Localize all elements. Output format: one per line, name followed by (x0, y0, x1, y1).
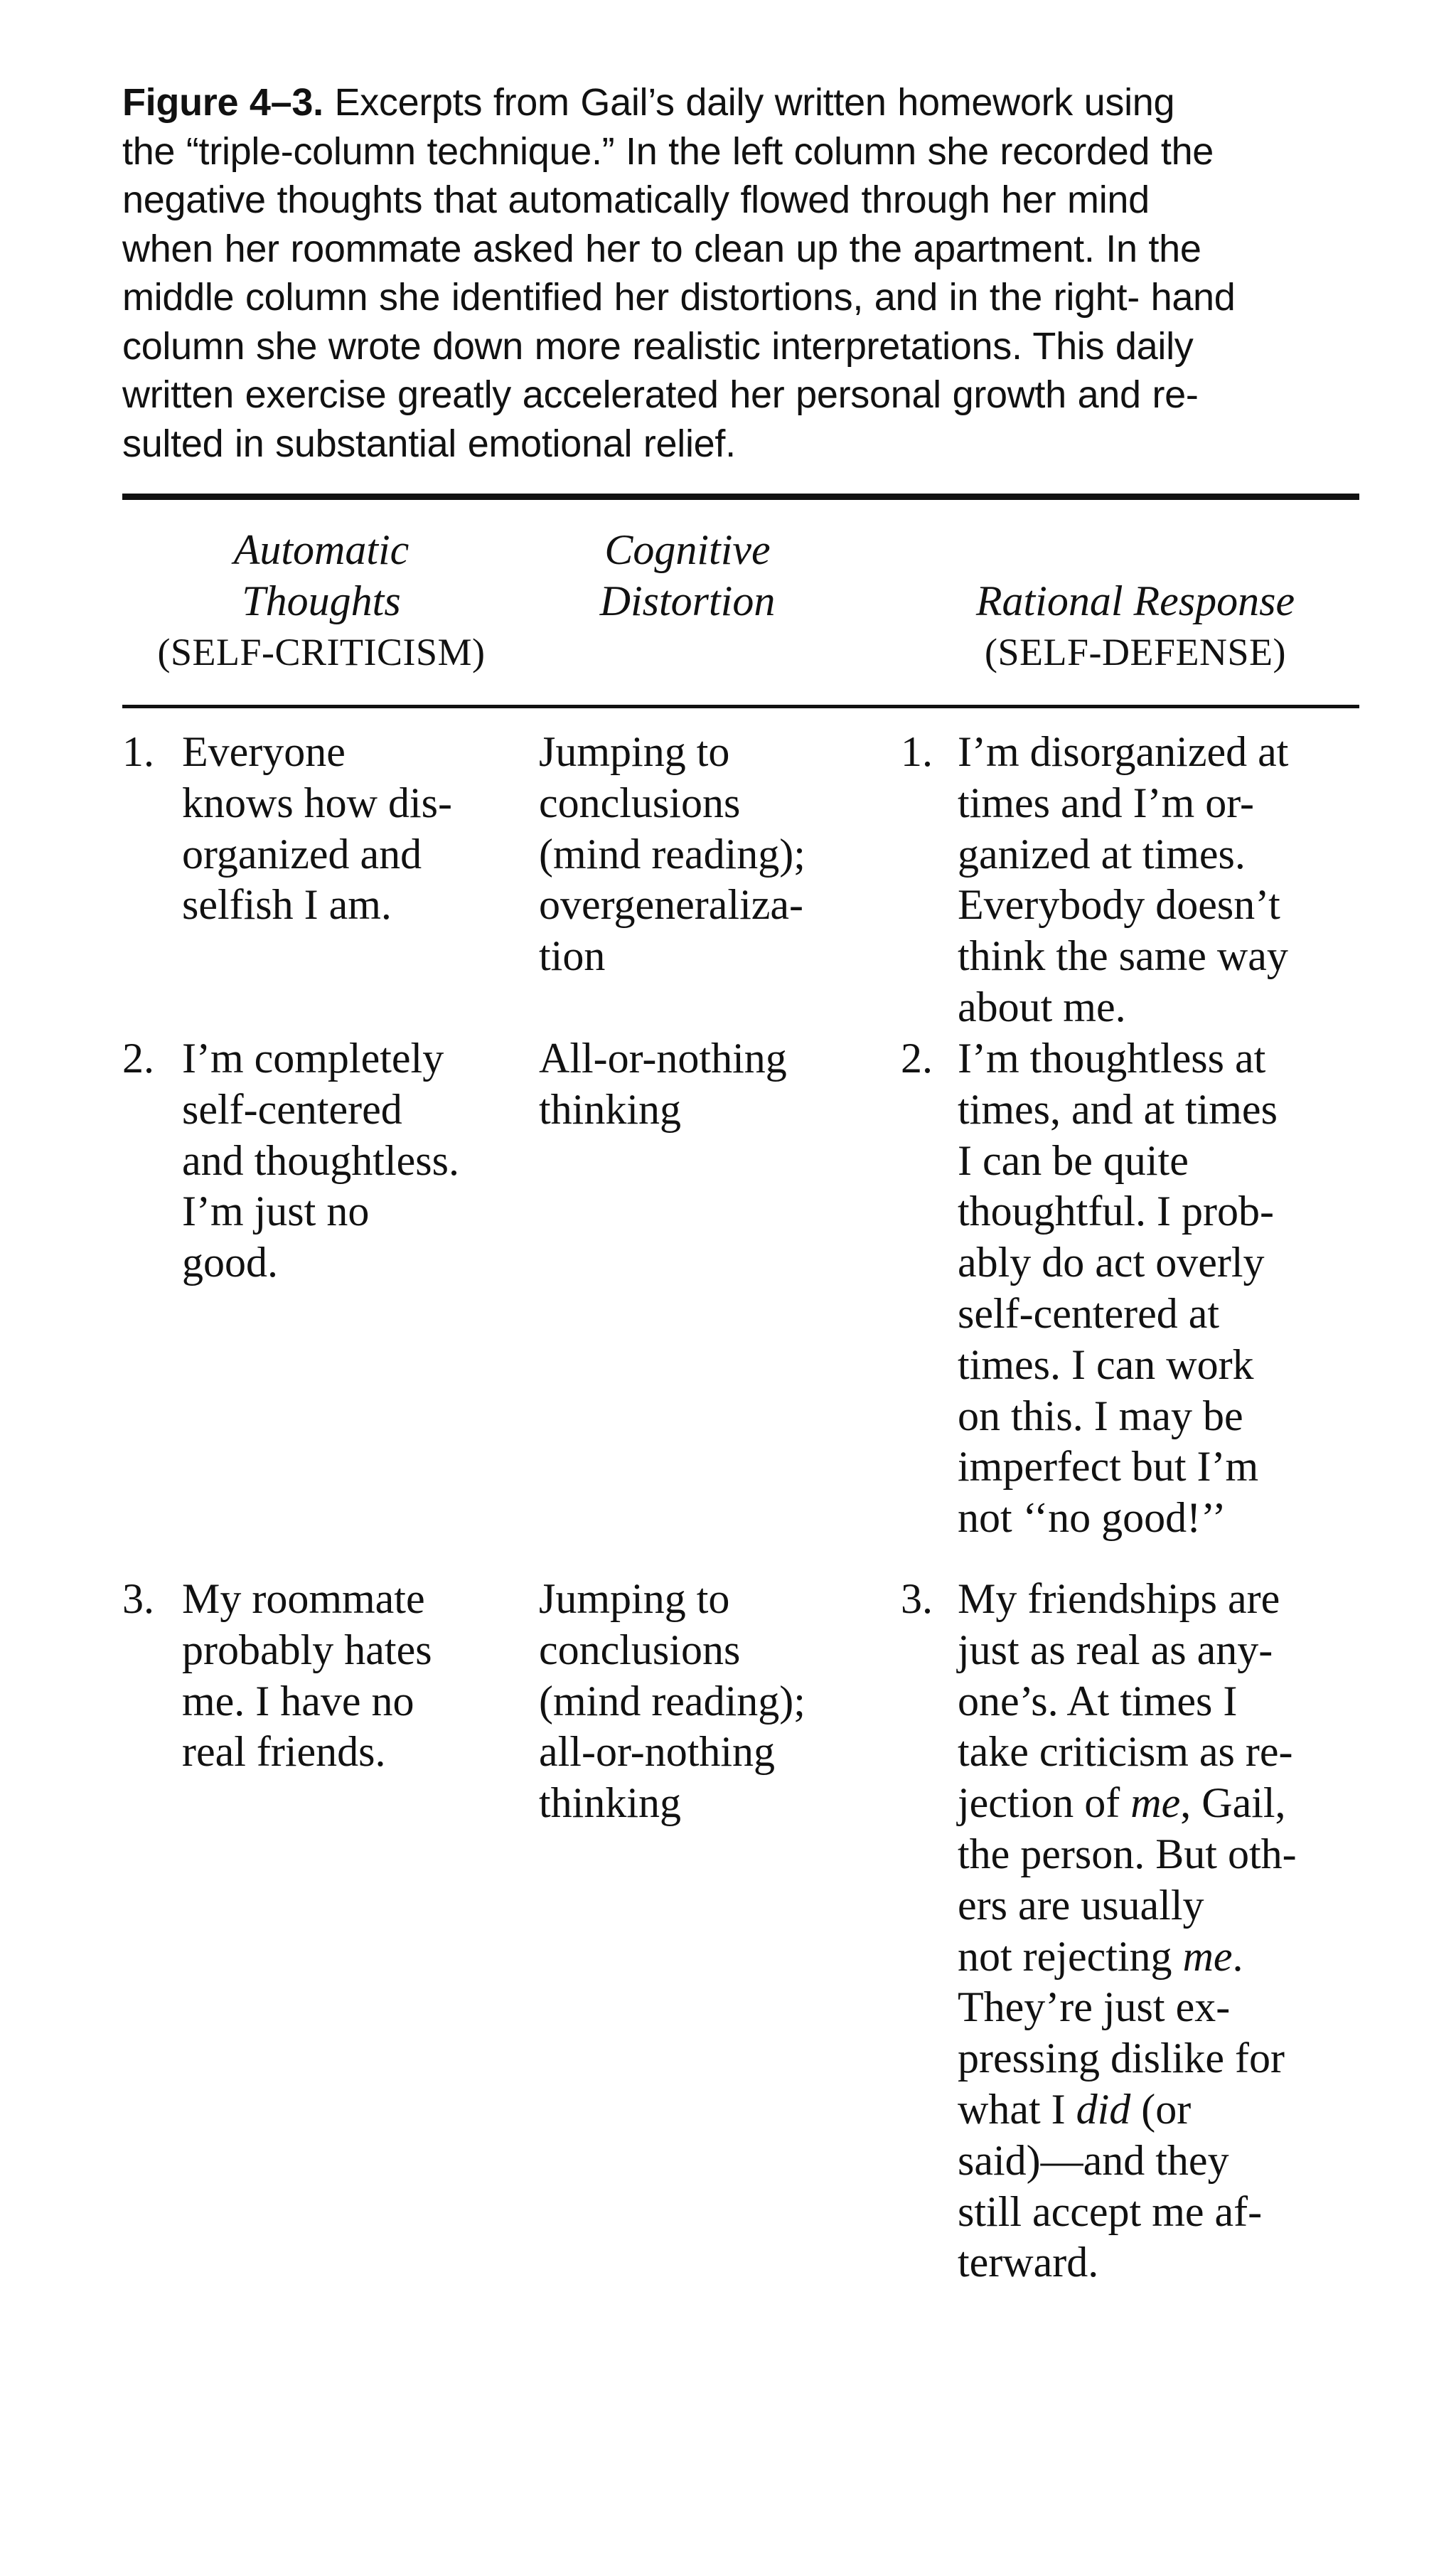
row-number: 3. (122, 1575, 154, 1622)
cell-line: knows how dis- (182, 779, 453, 826)
cell-line: times and I’m or- (958, 779, 1255, 826)
table-row (122, 1574, 1359, 2292)
cell-line: one’s. At times I (958, 1677, 1238, 1725)
cell-line: Jumping to (539, 728, 730, 775)
header-distortion-line2: Distortion (599, 577, 776, 624)
cell-line: Jumping to (539, 1575, 730, 1622)
cell-line: imperfect but I’m (958, 1443, 1259, 1491)
figure-label: Figure 4–3. (122, 81, 323, 124)
cell-line: take criticism as re- (958, 1728, 1293, 1776)
header-cognitive-distortion (520, 524, 855, 627)
row-number: 1. (901, 728, 933, 775)
cell-line: on this. I may be (958, 1392, 1243, 1439)
cell-line: all-or-nothing (539, 1728, 776, 1776)
row-number: 3. (901, 1575, 933, 1622)
caption-line: middle column she identified her distortions, and in the right- hand (122, 276, 1236, 319)
cell-line: They’re just ex- (958, 1983, 1231, 2031)
caption-line: Excerpts from Gail’s daily written homework using (334, 81, 1175, 124)
header-automatic-thoughts (122, 524, 520, 678)
cell-line: thinking (539, 1085, 682, 1133)
cell-line: All-or-nothing (539, 1035, 787, 1082)
cell-line: I’m completely (182, 1035, 444, 1082)
cell-line: think the same way (958, 932, 1288, 980)
row-number: 2. (122, 1035, 154, 1082)
cell-line: times, and at times (958, 1085, 1278, 1133)
cell-line: and thoughtless. (182, 1136, 459, 1184)
cell-line: organized and (182, 830, 422, 878)
rational-response-cell (958, 1574, 1359, 2288)
header-rational-line1: Rational Response (975, 577, 1295, 624)
cell-line: probably hates (182, 1626, 432, 1673)
cell-line: I’m just no (182, 1188, 370, 1235)
distortion-cell (539, 1033, 873, 1136)
caption-line: column she wrote down more realistic interpretations. This daily (122, 324, 1194, 368)
cell-line: conclusions (539, 1626, 741, 1673)
automatic-thought-cell (182, 1574, 516, 1778)
cell-line: overgeneraliza- (539, 881, 803, 929)
rational-response-cell (958, 727, 1359, 1033)
table-body (122, 727, 1359, 2292)
cell-line: thinking (539, 1779, 682, 1827)
table-row (122, 727, 1359, 1033)
cell-line: just as real as any- (958, 1626, 1273, 1673)
cell-line: conclusions (539, 779, 741, 826)
cell-line: (mind reading); (539, 1677, 805, 1725)
cell-line: said)—and they (958, 2136, 1229, 2184)
cell-line: My friendships are (958, 1575, 1280, 1622)
cell-line: the person. But oth- (958, 1830, 1297, 1877)
cell-line: My roommate (182, 1575, 425, 1622)
cell-line: thoughtful. I prob- (958, 1188, 1274, 1235)
cell-line: Everybody doesn’t (958, 881, 1280, 929)
row-number: 1. (122, 728, 154, 775)
header-distortion-line1: Cognitive (604, 526, 771, 573)
cell-line: I’m disorganized at (958, 728, 1289, 775)
cell-line: jection of me, Gail, (958, 1779, 1286, 1827)
cell-line: self-centered (182, 1085, 402, 1133)
caption-line: the “triple-column technique.” In the left column she recorded the (122, 129, 1214, 173)
cell-line: not rejecting me. (958, 1932, 1243, 1980)
header-automatic-sub: (SELF-CRITICISM) (157, 631, 486, 673)
emphasized-word: me (1130, 1779, 1181, 1827)
table-header (122, 500, 1359, 705)
automatic-thought-cell (182, 727, 516, 931)
cell-line: good. (182, 1239, 278, 1286)
emphasized-word: me (1182, 1932, 1233, 1980)
caption-line: when her roommate asked her to clean up the apartment. In the (122, 227, 1201, 270)
figure-caption (122, 78, 1359, 468)
emphasized-word: did (1076, 2085, 1131, 2133)
cell-line: tion (539, 932, 606, 980)
rational-response-cell (958, 1033, 1359, 1544)
caption-line: written exercise greatly accelerated her personal growth and re- (122, 373, 1199, 416)
cell-line: still accept me af- (958, 2187, 1263, 2235)
cell-line: (mind reading); (539, 830, 805, 878)
cell-line: ably do act overly (958, 1239, 1265, 1286)
figure-page (122, 78, 1359, 2292)
cell-line: selfish I am. (182, 881, 392, 929)
distortion-cell (539, 1574, 873, 1829)
automatic-thought-cell (182, 1033, 516, 1289)
cell-line: I’m thoughtless at (958, 1035, 1266, 1082)
caption-line: sulted in substantial emotional relief. (122, 422, 736, 465)
distortion-cell (539, 727, 873, 982)
header-automatic-line2: Thoughts (242, 577, 401, 624)
header-automatic-line1: Automatic (233, 526, 410, 573)
cell-line: what I did (or (958, 2085, 1192, 2133)
cell-line: times. I can work (958, 1341, 1254, 1388)
cell-line: me. I have no (182, 1677, 414, 1725)
cell-line: about me. (958, 983, 1126, 1030)
table-row (122, 1033, 1359, 1574)
cell-line: Everyone (182, 728, 346, 775)
cell-line: pressing dislike for (958, 2035, 1285, 2082)
header-rational-sub: (SELF-DEFENSE) (985, 631, 1286, 673)
cell-line: I can be quite (958, 1136, 1189, 1184)
cell-line: self-centered at (958, 1289, 1220, 1337)
table-header-rule (122, 705, 1359, 708)
cell-line: terward. (958, 2239, 1099, 2286)
header-rational-response (911, 575, 1359, 678)
cell-line: ganized at times. (958, 830, 1246, 878)
cell-line: real friends. (182, 1728, 386, 1776)
caption-line: negative thoughts that automatically flowed through her mind (122, 178, 1150, 221)
table-top-rule (122, 494, 1359, 500)
row-number: 2. (901, 1035, 933, 1082)
cell-line: ers are usually (958, 1881, 1204, 1929)
cell-line: not ‘‘no good!’’ (958, 1494, 1226, 1542)
